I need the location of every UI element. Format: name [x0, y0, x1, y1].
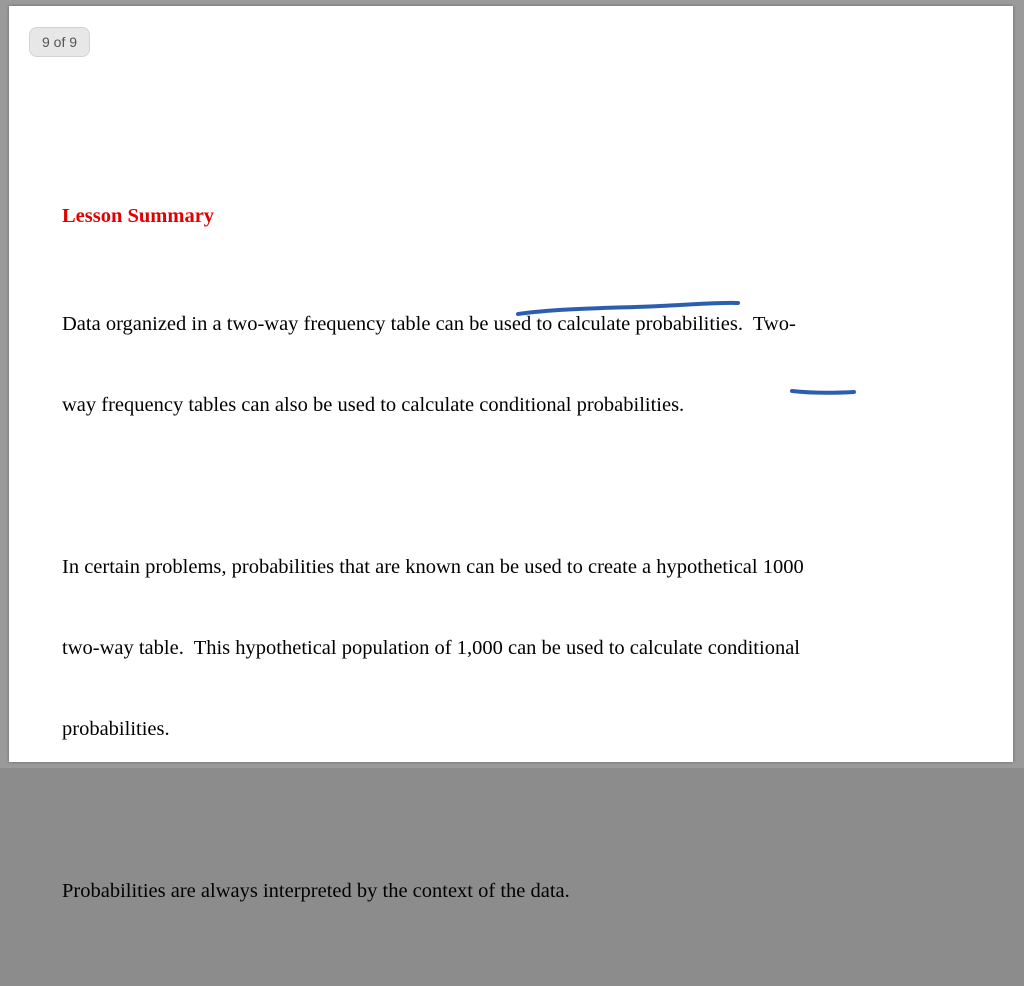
- paragraph-1: [62, 257, 892, 473]
- lesson-summary-content: [62, 203, 892, 986]
- paragraph-line: probabilities.: [62, 718, 170, 740]
- paragraph-line: In certain problems, probabilities that are known can be used to create a hypothetical 1000: [62, 556, 804, 578]
- paragraph-line: way frequency tables can also be used to calculate conditional probabilities.: [62, 394, 685, 416]
- page-indicator: 9 of 9: [29, 27, 90, 57]
- paragraph-line: Data organized in a two-way frequency table can be used to calculate probabilities. Two-: [62, 313, 796, 335]
- paragraph-line: two-way table. This hypothetical population of 1,000 can be used to calculate conditional: [62, 637, 800, 659]
- paragraph-2: [62, 500, 892, 797]
- paragraph-line: Probabilities are always interpreted by the context of the data.: [62, 880, 570, 902]
- lesson-summary-heading: Lesson Summary: [62, 205, 215, 227]
- paragraph-3: [62, 824, 892, 959]
